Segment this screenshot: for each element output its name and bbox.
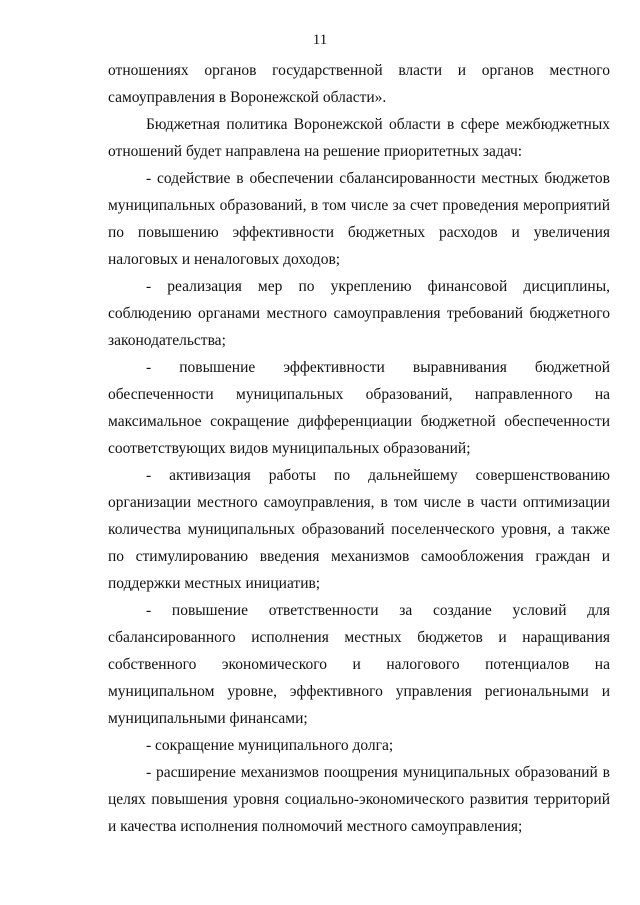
paragraph-intro-continuation: отношениях органов государственной власти и органов местного самоуправления в Воронежской области». [108,62,610,106]
page-number: 11 [312,32,328,48]
list-item-equalization: - повышение эффективности выравнивания бюджетной обеспеченности муниципальных образований, направленного на максимальное сокращение дифференциации бюджетной обеспеченности соответствующих видов муниципальных образований; [108,359,610,457]
list-item-financial-discipline: - реализация мер по укреплению финансовой дисциплины, соблюдению органами местного самоуправления требований бюджетного законодательства; [108,278,610,349]
list-item-responsibility: - повышение ответственности за создание условий для сбалансированного исполнения местных бюджетов и наращивания собственного экономического и налогового потенциалов на муниципальном уровне, эффективного управления региональными и муниципальными финансами; [108,602,610,727]
list-item-budget-balance: - содействие в обеспечении сбалансированности местных бюджетов муниципальных образований, в том числе за счет проведения мероприятий по повышению эффективности бюджетных расходов и увеличения налоговых и неналоговых доходов; [108,170,610,268]
paragraph-policy-statement: Бюджетная политика Воронежской области в сфере межбюджетных отношений будет направлена на решение приоритетных задач: [108,116,610,160]
document-body [108,57,610,840]
list-item-self-government: - активизация работы по дальнейшему совершенствованию организации местного самоуправления, в том числе в части оптимизации количества муниципальных образований поселенческого уровня, а также по стимулированию введения механизмов самообложения граждан и поддержки местных инициатив; [108,467,610,592]
list-item-incentives: - расширение механизмов поощрения муниципальных образований в целях повышения уровня социально-экономического развития территорий и качества исполнения полномочий местного самоуправления; [108,764,610,835]
list-item-debt-reduction: - сокращение муниципального долга; [146,737,394,754]
